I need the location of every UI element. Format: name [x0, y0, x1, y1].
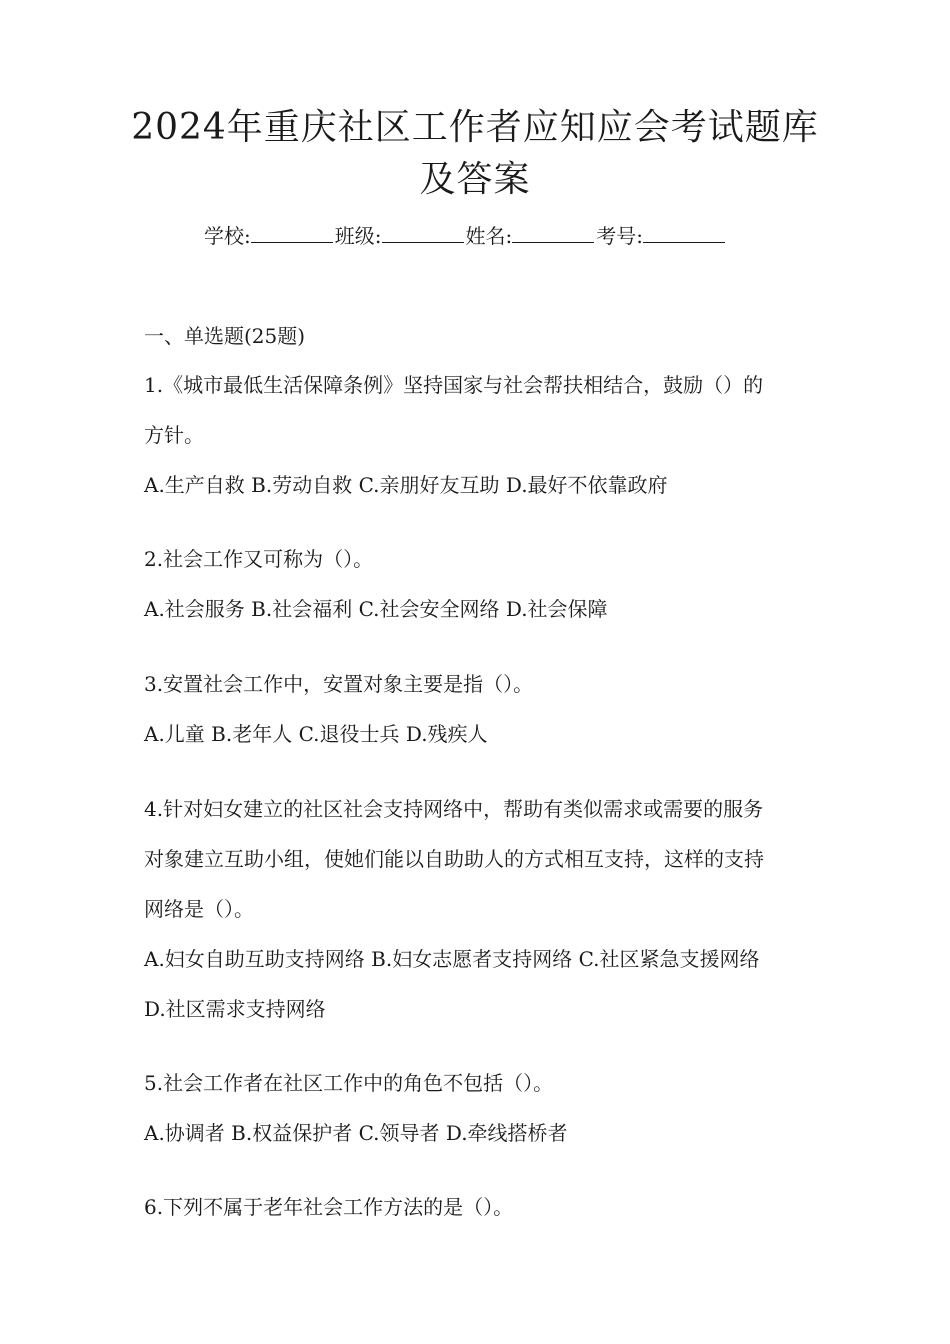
question-5-stem: 5.社会工作者在社区工作中的角色不包括（）。: [144, 1071, 554, 1095]
question-4-options-line-2: D.社区需求支持网络: [144, 997, 326, 1021]
question-1-stem-line-1: 1.《城市最低生活保障条例》坚持国家与社会帮扶相结合，鼓励（）的: [144, 373, 764, 397]
student-info-row: [204, 222, 727, 250]
question-4-stem-line-3: 网络是（）。: [144, 897, 254, 921]
question-4-stem-line-1: 4.针对妇女建立的社区社会支持网络中，帮助有类似需求或需要的服务: [144, 797, 764, 821]
question-2-options: A.社会服务 B.社会福利 C.社会安全网络 D.社会保障: [144, 597, 608, 621]
school-blank: [251, 224, 333, 243]
class-blank: [382, 224, 464, 243]
question-5-options: A.协调者 B.权益保护者 C.领导者 D.牵线搭桥者: [144, 1121, 568, 1145]
name-label: 姓名:: [465, 224, 513, 248]
question-6-stem: 6.下列不属于老年社会工作方法的是（）。: [144, 1195, 514, 1219]
question-1-stem-line-2: 方针。: [144, 423, 204, 447]
question-3-stem: 3.安置社会工作中，安置对象主要是指（）。: [144, 672, 534, 696]
question-4-options-line-1: A.妇女自助互助支持网络 B.妇女志愿者支持网络 C.社区紧急支援网络: [144, 947, 760, 971]
question-1-options: A.生产自救 B.劳动自救 C.亲朋好友互助 D.最好不依靠政府: [144, 473, 668, 497]
question-3-options: A.儿童 B.老年人 C.退役士兵 D.残疾人: [144, 722, 488, 746]
name-blank: [512, 224, 594, 243]
document-title-line-1: 2024年重庆社区工作者应知应会考试题库: [131, 107, 819, 148]
school-label: 学校:: [204, 224, 251, 248]
class-label: 班级:: [334, 224, 382, 248]
question-4-stem-line-2: 对象建立互助小组，使她们能以自助助人的方式相互支持，这样的支持: [144, 847, 764, 871]
document-title-line-2: 及答案: [419, 159, 531, 200]
exam-number-blank: [643, 224, 725, 243]
exam-number-label: 考号:: [596, 224, 643, 248]
section-heading: 一、单选题(25题): [144, 324, 306, 348]
question-2-stem: 2.社会工作又可称为（）。: [144, 547, 374, 571]
